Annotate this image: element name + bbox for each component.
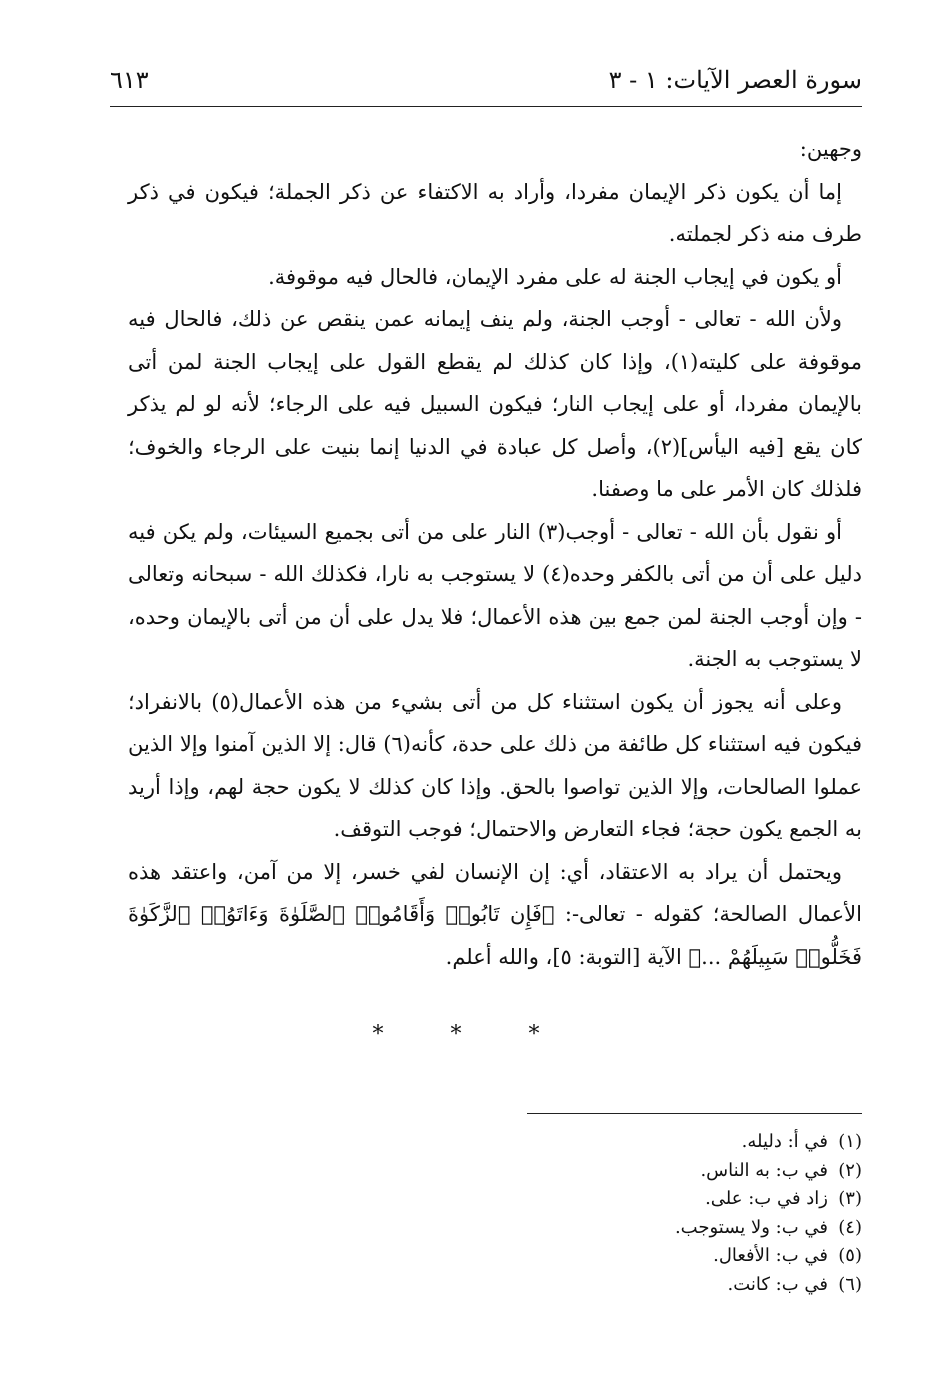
- footnotes: [462, 1128, 862, 1299]
- footnote: [462, 1157, 862, 1186]
- paragraph: وعلى أنه يجوز أن يكون استثناء كل من أتى بشيء من هذه الأعمال(٥) بالانفراد؛ فيكون فيه استثناء كل طائفة من ذلك على حدة، كأنه(٦) قال: إلا الذين آمنوا وإلا الذين عملوا الصالحات، وإلا الذين تواصوا بالحق. وإذا كان كذلك لا يكون حجة لهم، وإذا أريد به الجمع يكون حجة؛ فجاء التعارض والاحتمال؛ فوجب التوقف.: [128, 689, 862, 841]
- section-separator: * * *: [372, 1022, 570, 1047]
- footnote-number: (١): [838, 1131, 862, 1152]
- footnote-text: في ب: ولا يستوجب.: [674, 1216, 828, 1238]
- paragraph: إما أن يكون ذكر الإيمان مفردا، وأراد به الاكتفاء عن ذكر الجملة؛ فيكون في ذكر طرف منه ذكر لجملته.: [128, 179, 862, 246]
- paragraph: أو يكون في إيجاب الجنة له على مفرد الإيمان، فالحال فيه موقوفة.: [268, 264, 842, 289]
- footnote-text: في ب: كانت.: [727, 1273, 828, 1295]
- page-number: ٦١٣: [110, 66, 149, 94]
- footnote: [462, 1128, 862, 1157]
- page-header: [110, 60, 862, 107]
- footnote: [462, 1271, 862, 1300]
- paragraph: ويحتمل أن يراد به الاعتقاد، أي: إن الإنسان لفي خسر، إلا من آمن، واعتقد هذه الأعمال الصالحة؛ كقوله - تعالى-: ﴿فَإِن تَابُوا۟ وَأَقَامُوا۟ ٱلصَّلَوٰةَ وَءَاتَوُا۟ ٱلزَّكَوٰةَ فَخَلُّوا۟ سَبِيلَهُمْ ...﴾ الآية [التوبة: ٥]، والله أعلم.: [128, 859, 862, 969]
- footnote-number: (٢): [838, 1159, 862, 1181]
- footnote-text: في أ: دليله.: [741, 1131, 828, 1152]
- footnote-number: (٥): [838, 1245, 862, 1266]
- footnote: [462, 1242, 862, 1271]
- footnote-number: (٤): [838, 1216, 862, 1238]
- footnote-number: (٣): [838, 1188, 862, 1209]
- footnote: [462, 1185, 862, 1214]
- running-title: سورة العصر الآيات: ١ - ٣: [608, 66, 862, 94]
- body-text: [128, 128, 862, 978]
- paragraph: أو نقول بأن الله - تعالى - أوجب(٣) النار على من أتى بجميع السيئات، ولم يكن فيه دليل على أن من أتى بالكفر وحده(٤) لا يستوجب به نارا، فكذلك الله - سبحانه وتعالى - وإن أوجب الجنة لمن جمع بين هذه الأعمال؛ فلا يدل على أن من أتى بالإيمان وحده، لا يستوجب به الجنة.: [128, 519, 862, 671]
- footnote-divider: [527, 1113, 862, 1114]
- footnote-text: زاد في ب: على.: [705, 1188, 828, 1209]
- paragraph: ولأن الله - تعالى - أوجب الجنة، ولم ينف إيمانه عمن ينقص عن ذلك، فالحال فيه موقوفة على كليته(١)، وإذا كان كذلك لم يقطع القول على إيجاب الجنة لمن أتى بالإيمان مفردا، أو على إيجاب النار؛ فيكون السبيل فيه على الرجاء؛ لأنه لو لم يذكر كان يقع [فيه اليأس](٢)، وأصل كل عبادة في الدنيا إنما بنيت على الرجاء والخوف؛ فلذلك كان الأمر على ما وصفنا.: [128, 307, 862, 501]
- footnote-text: في ب: الأفعال.: [713, 1245, 828, 1266]
- footnote-number: (٦): [838, 1273, 862, 1295]
- footnote-text: في ب: به الناس.: [700, 1159, 828, 1181]
- paragraph: وجهين:: [799, 137, 862, 161]
- footnote: [462, 1214, 862, 1243]
